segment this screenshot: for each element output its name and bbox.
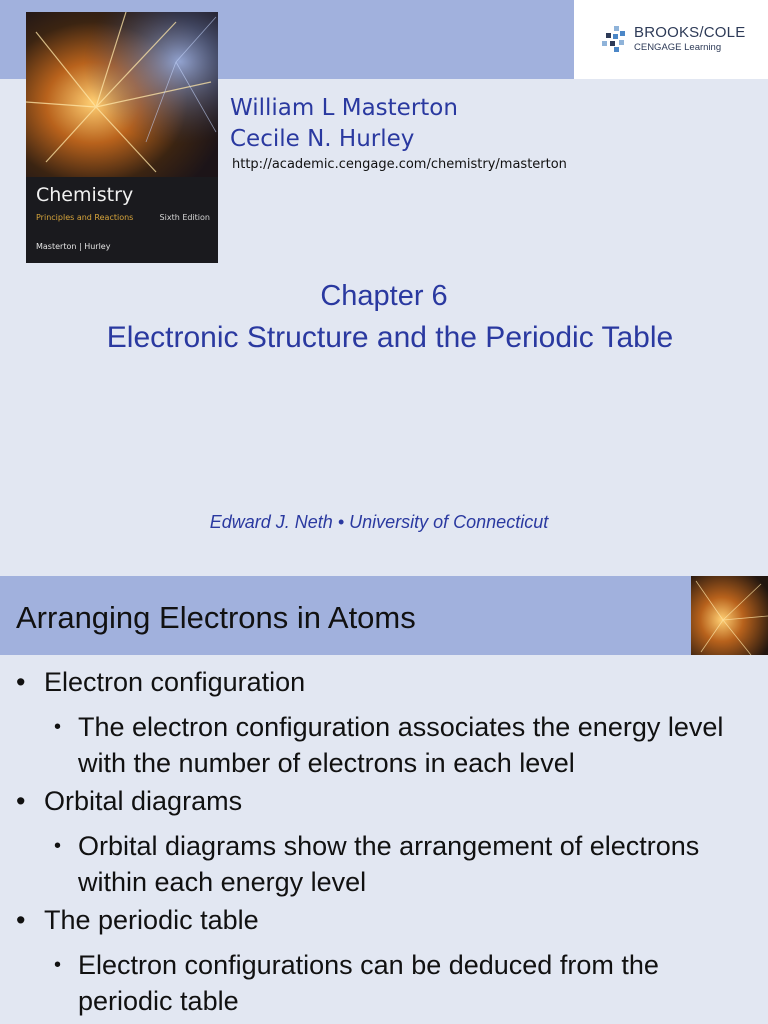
header-thumbnail-image	[691, 576, 768, 655]
companion-url[interactable]: http://academic.cengage.com/chemistry/masterton	[232, 157, 567, 172]
author-name: Cecile N. Hurley	[230, 126, 415, 152]
sub-bullet-text: Electron configurations can be deduced from the periodic table	[78, 950, 659, 1016]
bullet-icon: •	[16, 667, 26, 697]
publisher-brand: BROOKS/COLE	[634, 24, 746, 41]
content-slide	[0, 576, 768, 1024]
bullet-text: Electron configuration	[44, 667, 306, 697]
thumbnail-artwork	[691, 576, 768, 655]
book-edition: Sixth Edition	[159, 213, 210, 222]
sub-bullet-text: The electron configuration associates the energy level with the number of electrons in each level	[78, 712, 724, 778]
chapter-title: Electronic Structure and the Periodic Table	[106, 321, 674, 354]
publisher-subbrand: CENGAGE Learning	[634, 42, 722, 53]
slide-header	[0, 576, 768, 655]
publisher-logo-icon	[600, 24, 630, 54]
publisher-logo	[574, 0, 768, 79]
chapter-number: Chapter 6	[320, 280, 448, 312]
bullet-text: The periodic table	[44, 905, 259, 935]
book-cover	[26, 12, 218, 263]
sub-bullet-icon: •	[54, 954, 62, 976]
slide-title: Arranging Electrons in Atoms	[16, 600, 416, 635]
presenter-credit: Edward J. Neth • University of Connecticut	[209, 512, 549, 532]
author-name: William L Masterton	[230, 95, 458, 121]
bullet-icon: •	[16, 786, 26, 816]
book-authors: Masterton | Hurley	[36, 242, 111, 251]
cover-artwork	[26, 12, 218, 177]
book-subtitle: Principles and Reactions	[36, 213, 134, 222]
bullet-icon: •	[16, 905, 26, 935]
book-title: Chemistry	[36, 184, 134, 206]
sub-bullet-icon: •	[54, 835, 62, 857]
bullet-text: Orbital diagrams	[44, 786, 243, 816]
sub-bullet-text: Orbital diagrams show the arrangement of electrons within each energy level	[78, 831, 700, 897]
sub-bullet-icon: •	[54, 716, 62, 738]
